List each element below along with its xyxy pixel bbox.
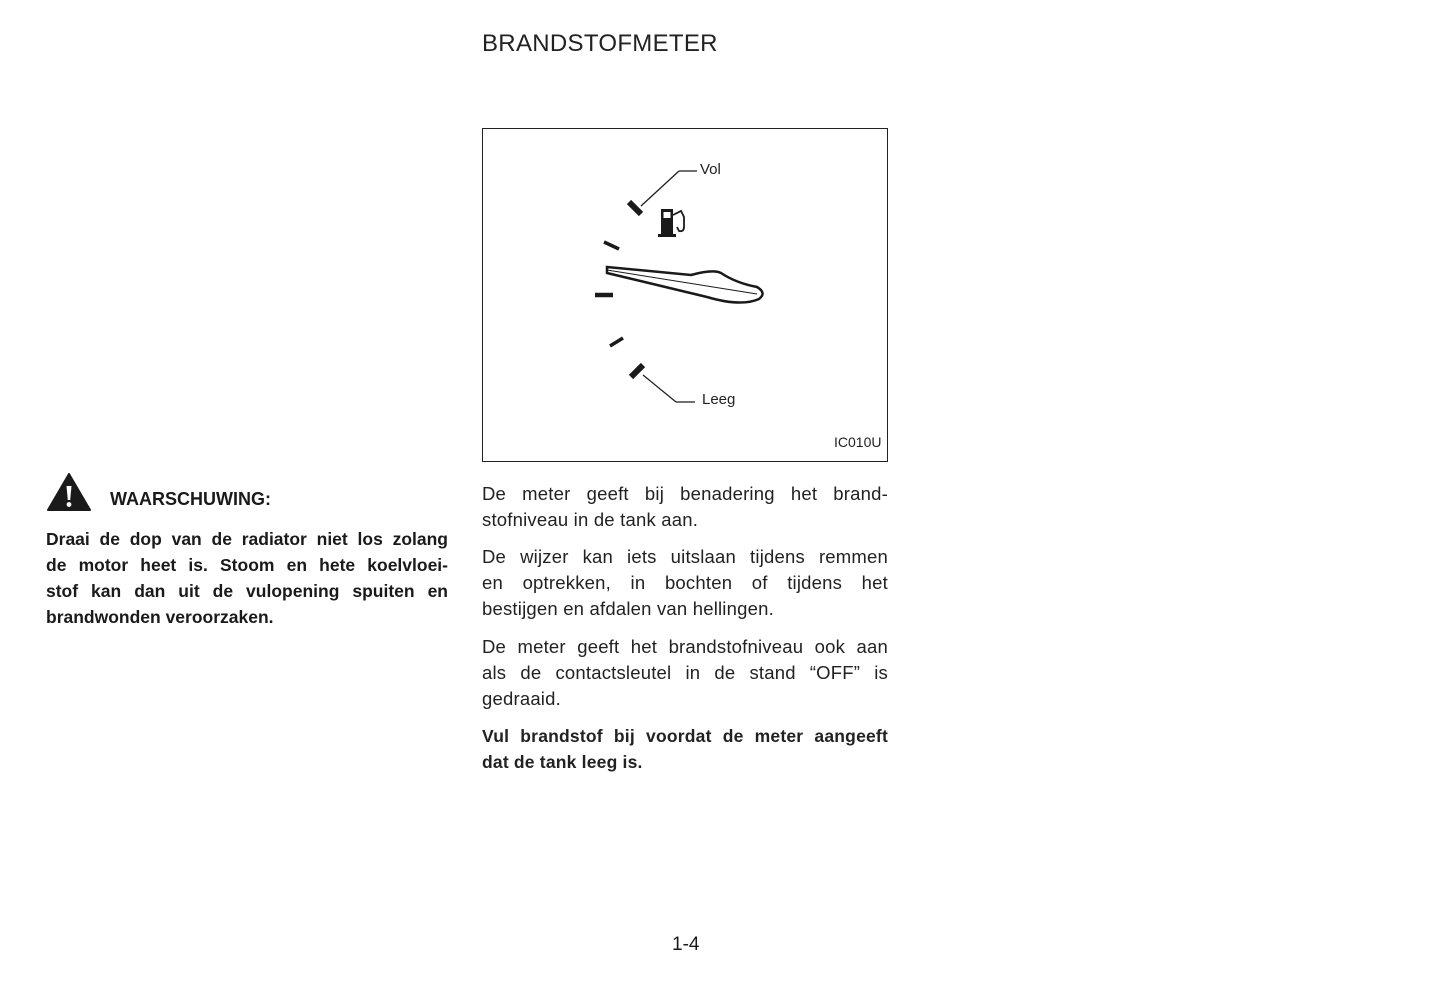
warning-line: stof kan dan uit de vulopening spuiten en: [46, 581, 448, 601]
text-line: gedraaid.: [482, 688, 561, 709]
text-line: De meter geeft het brandstofniveau ook aan: [482, 636, 888, 657]
text-line: dat de tank leeg is.: [482, 752, 643, 772]
gauge-needle: [607, 267, 763, 303]
text-line: stofniveau in de tank aan.: [482, 509, 699, 530]
paragraph-3: [482, 634, 888, 712]
warning-text: [46, 526, 448, 630]
tick: [604, 242, 619, 249]
tick-full: [629, 202, 641, 214]
text-line: als de contactsleutel in de stand “OFF” is: [482, 662, 888, 683]
warning-triangle-icon: [46, 472, 92, 512]
page-number: 1-4: [672, 934, 700, 955]
text-line: bestijgen en afdalen van hellingen.: [482, 598, 774, 619]
label-empty: Leeg: [702, 391, 736, 408]
text-line: De meter geeft bij benadering het brand-: [482, 483, 888, 504]
fuel-pump-icon: [658, 209, 684, 237]
paragraph-1: [482, 481, 888, 533]
figure-code: IC010U: [834, 434, 882, 450]
warning-line: Draai de dop van de radiator niet los zolang: [46, 529, 448, 549]
warning-line: de motor heet is. Stoom en hete koelvloei-: [46, 555, 448, 575]
text-line: Vul brandstof bij voordat de meter aangeeft: [482, 726, 888, 746]
text-line: en optrekken, in bochten of tijdens het: [482, 572, 888, 593]
fuel-gauge-figure: [482, 128, 888, 462]
tick-empty: [631, 365, 643, 377]
page-title: BRANDSTOFMETER: [482, 30, 718, 57]
paragraph-4-bold: [482, 723, 888, 775]
fuel-gauge-illustration: [483, 129, 887, 461]
warning-heading: WAARSCHUWING:: [110, 488, 271, 509]
label-full: Vol: [700, 161, 721, 178]
warning-box: [46, 472, 450, 627]
tick: [610, 338, 623, 346]
text-line: De wijzer kan iets uitslaan tijdens remmen: [482, 546, 888, 567]
leeg-leader-line: [643, 375, 676, 402]
vol-leader-line: [641, 171, 679, 206]
warning-line: brandwonden veroorzaken.: [46, 607, 274, 627]
paragraph-2: [482, 544, 888, 622]
